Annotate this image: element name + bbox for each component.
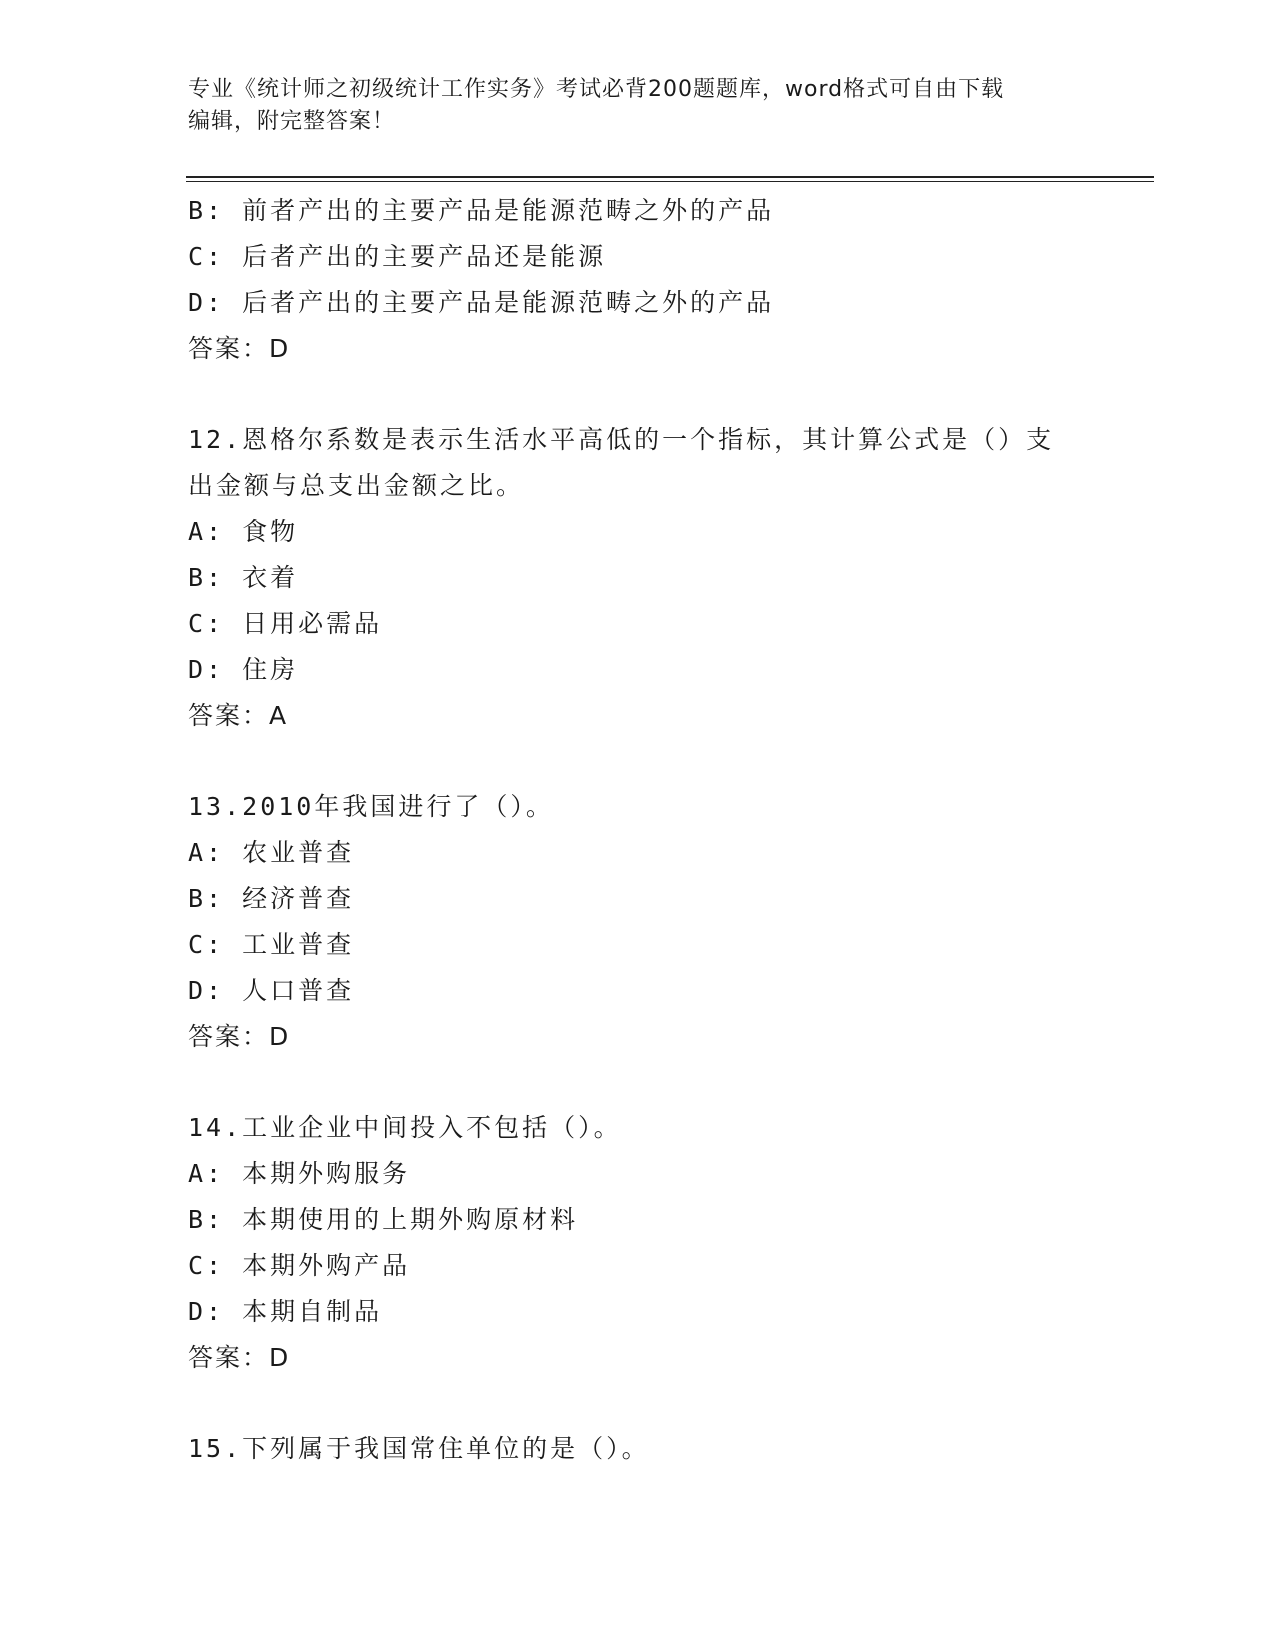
option-b: B: 本期使用的上期外购原材料 [188,1205,579,1234]
question-spacer [188,739,1088,784]
question-spacer [188,1060,1088,1105]
answer-text: 答案：D [188,334,291,363]
option-b: B: 衣着 [188,563,299,592]
option-a: A: 农业普查 [188,838,355,867]
question-stem-line2: 出金额与总支出金额之比。 [188,471,525,500]
question-stem: 13.2010年我国进行了（）。 [188,792,554,821]
option-c: C: 后者产出的主要产品还是能源 [188,242,607,271]
option-a: A: 本期外购服务 [188,1159,411,1188]
question-15 [188,1426,1088,1472]
question-list [188,188,1088,1472]
option-c: C: 工业普查 [188,930,355,959]
option-d: D: 后者产出的主要产品是能源范畴之外的产品 [188,288,775,317]
option-d: D: 本期自制品 [188,1297,383,1326]
option-b: B: 经济普查 [188,884,355,913]
option-a: A: 食物 [188,517,299,546]
question-spacer [188,372,1088,417]
header-divider-thick [186,176,1154,178]
question-12 [188,417,1088,739]
question-stem-line1: 12.恩格尔系数是表示生活水平高低的一个指标，其计算公式是（）支 [188,425,1055,454]
question-stem: 15.下列属于我国常住单位的是（）。 [188,1434,650,1463]
document-header [188,74,1068,138]
question-14 [188,1105,1088,1381]
option-d: D: 住房 [188,655,299,684]
header-title-line1: 专业《统计师之初级统计工作实务》考试必背200题题库，word格式可自由下载 [188,77,1005,102]
question-11-tail [188,188,1088,372]
answer-text: 答案：D [188,1022,291,1051]
question-stem: 14.工业企业中间投入不包括（）。 [188,1113,622,1142]
answer-text: 答案：A [188,701,289,730]
option-b: B: 前者产出的主要产品是能源范畴之外的产品 [188,196,775,225]
answer-text: 答案：D [188,1343,291,1372]
option-d: D: 人口普查 [188,976,355,1005]
option-c: C: 本期外购产品 [188,1251,411,1280]
header-title-line2: 编辑，附完整答案！ [188,109,396,134]
question-spacer [188,1381,1088,1426]
header-divider-thin [186,181,1154,182]
question-13 [188,784,1088,1060]
option-c: C: 日用必需品 [188,609,383,638]
